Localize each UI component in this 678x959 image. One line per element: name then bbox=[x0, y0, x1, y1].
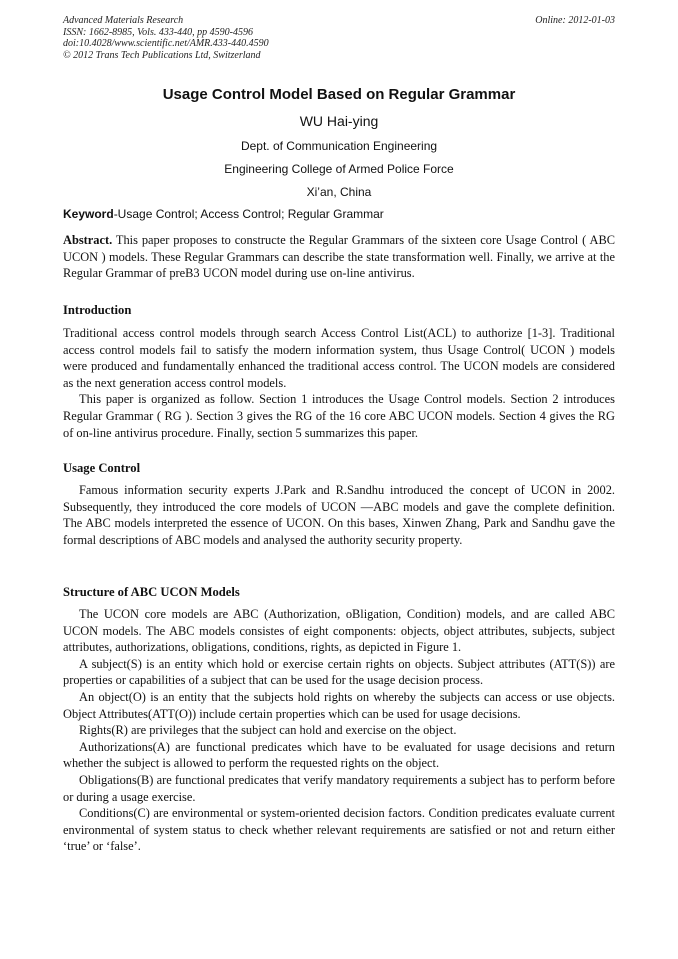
paragraph: Traditional access control models through search Access Control List(ACL) to authorize [1-3]. Traditional access control models fail to satisfy the modern information system, thus Usage Control( UCON ) models were produced and fundamentally enhanced the traditional access control. The UCON models are considered as the next generation access control models. bbox=[63, 326, 615, 390]
paragraph: Conditions(C) are environmental or system-oriented decision factors. Condition predicates evaluate current environmental of system status to check whether relevant requirements are satisfied or not and return either ‘true’ or ‘false’. bbox=[63, 806, 615, 854]
introduction-body bbox=[63, 325, 615, 441]
section-heading-usage-control: Usage Control bbox=[63, 461, 141, 475]
keywords-label: Keyword bbox=[63, 207, 114, 221]
author-name: WU Hai-ying bbox=[299, 113, 379, 129]
abstract bbox=[63, 232, 615, 282]
section-heading-structure: Structure of ABC UCON Models bbox=[63, 585, 240, 599]
section-heading-introduction: Introduction bbox=[63, 303, 132, 317]
usage-control-body bbox=[63, 482, 615, 548]
abstract-text: This paper proposes to constructe the Regular Grammars of the sixteen core Usage Control ( ABC UCON ) models. These Regular Grammars can describe the state transformation well. Finally, we arrive at the Regular Grammar of preB3 UCON model during use on-line antivirus. bbox=[63, 233, 615, 281]
paper-title: Usage Control Model Based on Regular Grammar bbox=[162, 86, 516, 103]
journal-header bbox=[63, 15, 615, 61]
paragraph: Obligations(B) are functional predicates that verify mandatory requirements a subject has to perform before or during a usage exercise. bbox=[63, 772, 615, 804]
paragraph: Famous information security experts J.Park and R.Sandhu introduced the concept of UCON in 2002. Subsequently, they introduced the core models of UCON —ABC models and gave the complete definition. The ABC models interpreted the essence of UCON. On this bases, Xinwen Zhang, Park and Sandhu gave the formal descriptions of ABC models and analysed the authority security property. bbox=[63, 483, 615, 547]
affiliation-college: Engineering College of Armed Police Force bbox=[224, 162, 454, 176]
paragraph: The UCON core models are ABC (Authorization, oBligation, Condition) models, and are called ABC UCON models. The ABC models consistes of eight components: objects, object attributes, subjects, subject attributes, authorizations, obligations, conditions, rights, as depicted in Figure 1. bbox=[63, 607, 615, 655]
affiliation-dept: Dept. of Communication Engineering bbox=[240, 139, 438, 153]
copyright-line: © 2012 Trans Tech Publications Ltd, Switzerland bbox=[63, 49, 261, 61]
structure-body bbox=[63, 606, 615, 855]
paragraph: Rights(R) are privileges that the subject can hold and exercise on the object. bbox=[79, 723, 457, 738]
affiliation-city: Xi’an, China bbox=[306, 185, 372, 199]
keywords-text: -Usage Control; Access Control; Regular Grammar bbox=[113, 207, 384, 221]
paragraph: Authorizations(A) are functional predicates which have to be evaluated for usage decisions and return whether the subject is allowed to perform the requested rights on the object. bbox=[63, 739, 615, 771]
paragraph: A subject(S) is an entity which hold or exercise certain rights on objects. Subject attributes (ATT(S)) are properties or capabilities of a subject that can be used for the usage decision process. bbox=[63, 656, 615, 688]
keywords bbox=[63, 207, 615, 221]
paragraph: This paper is organized as follow. Section 1 introduces the Usage Control models. Section 2 introduces Regular Grammar ( RG ). Section 3 gives the RG of the 16 core ABC UCON models. Section 4 gives the RG of on-line antivirus procedure. Finally, section 5 summarizes this paper. bbox=[63, 392, 615, 440]
issn-line: ISSN: 1662-8985, Vols. 433-440, pp 4590-4596 bbox=[63, 26, 253, 38]
online-date: Online: 2012-01-03 bbox=[535, 15, 615, 26]
journal-name: Advanced Materials Research bbox=[63, 15, 184, 26]
doi-line: doi:10.4028/www.scientific.net/AMR.433-440.4590 bbox=[63, 38, 269, 49]
paragraph: An object(O) is an entity that the subjects hold rights on whereby the subjects can access or use objects. Object Attributes(ATT(O)) include certain properties which can be used for usage decisions. bbox=[63, 689, 615, 721]
abstract-label: Abstract. bbox=[63, 233, 113, 247]
